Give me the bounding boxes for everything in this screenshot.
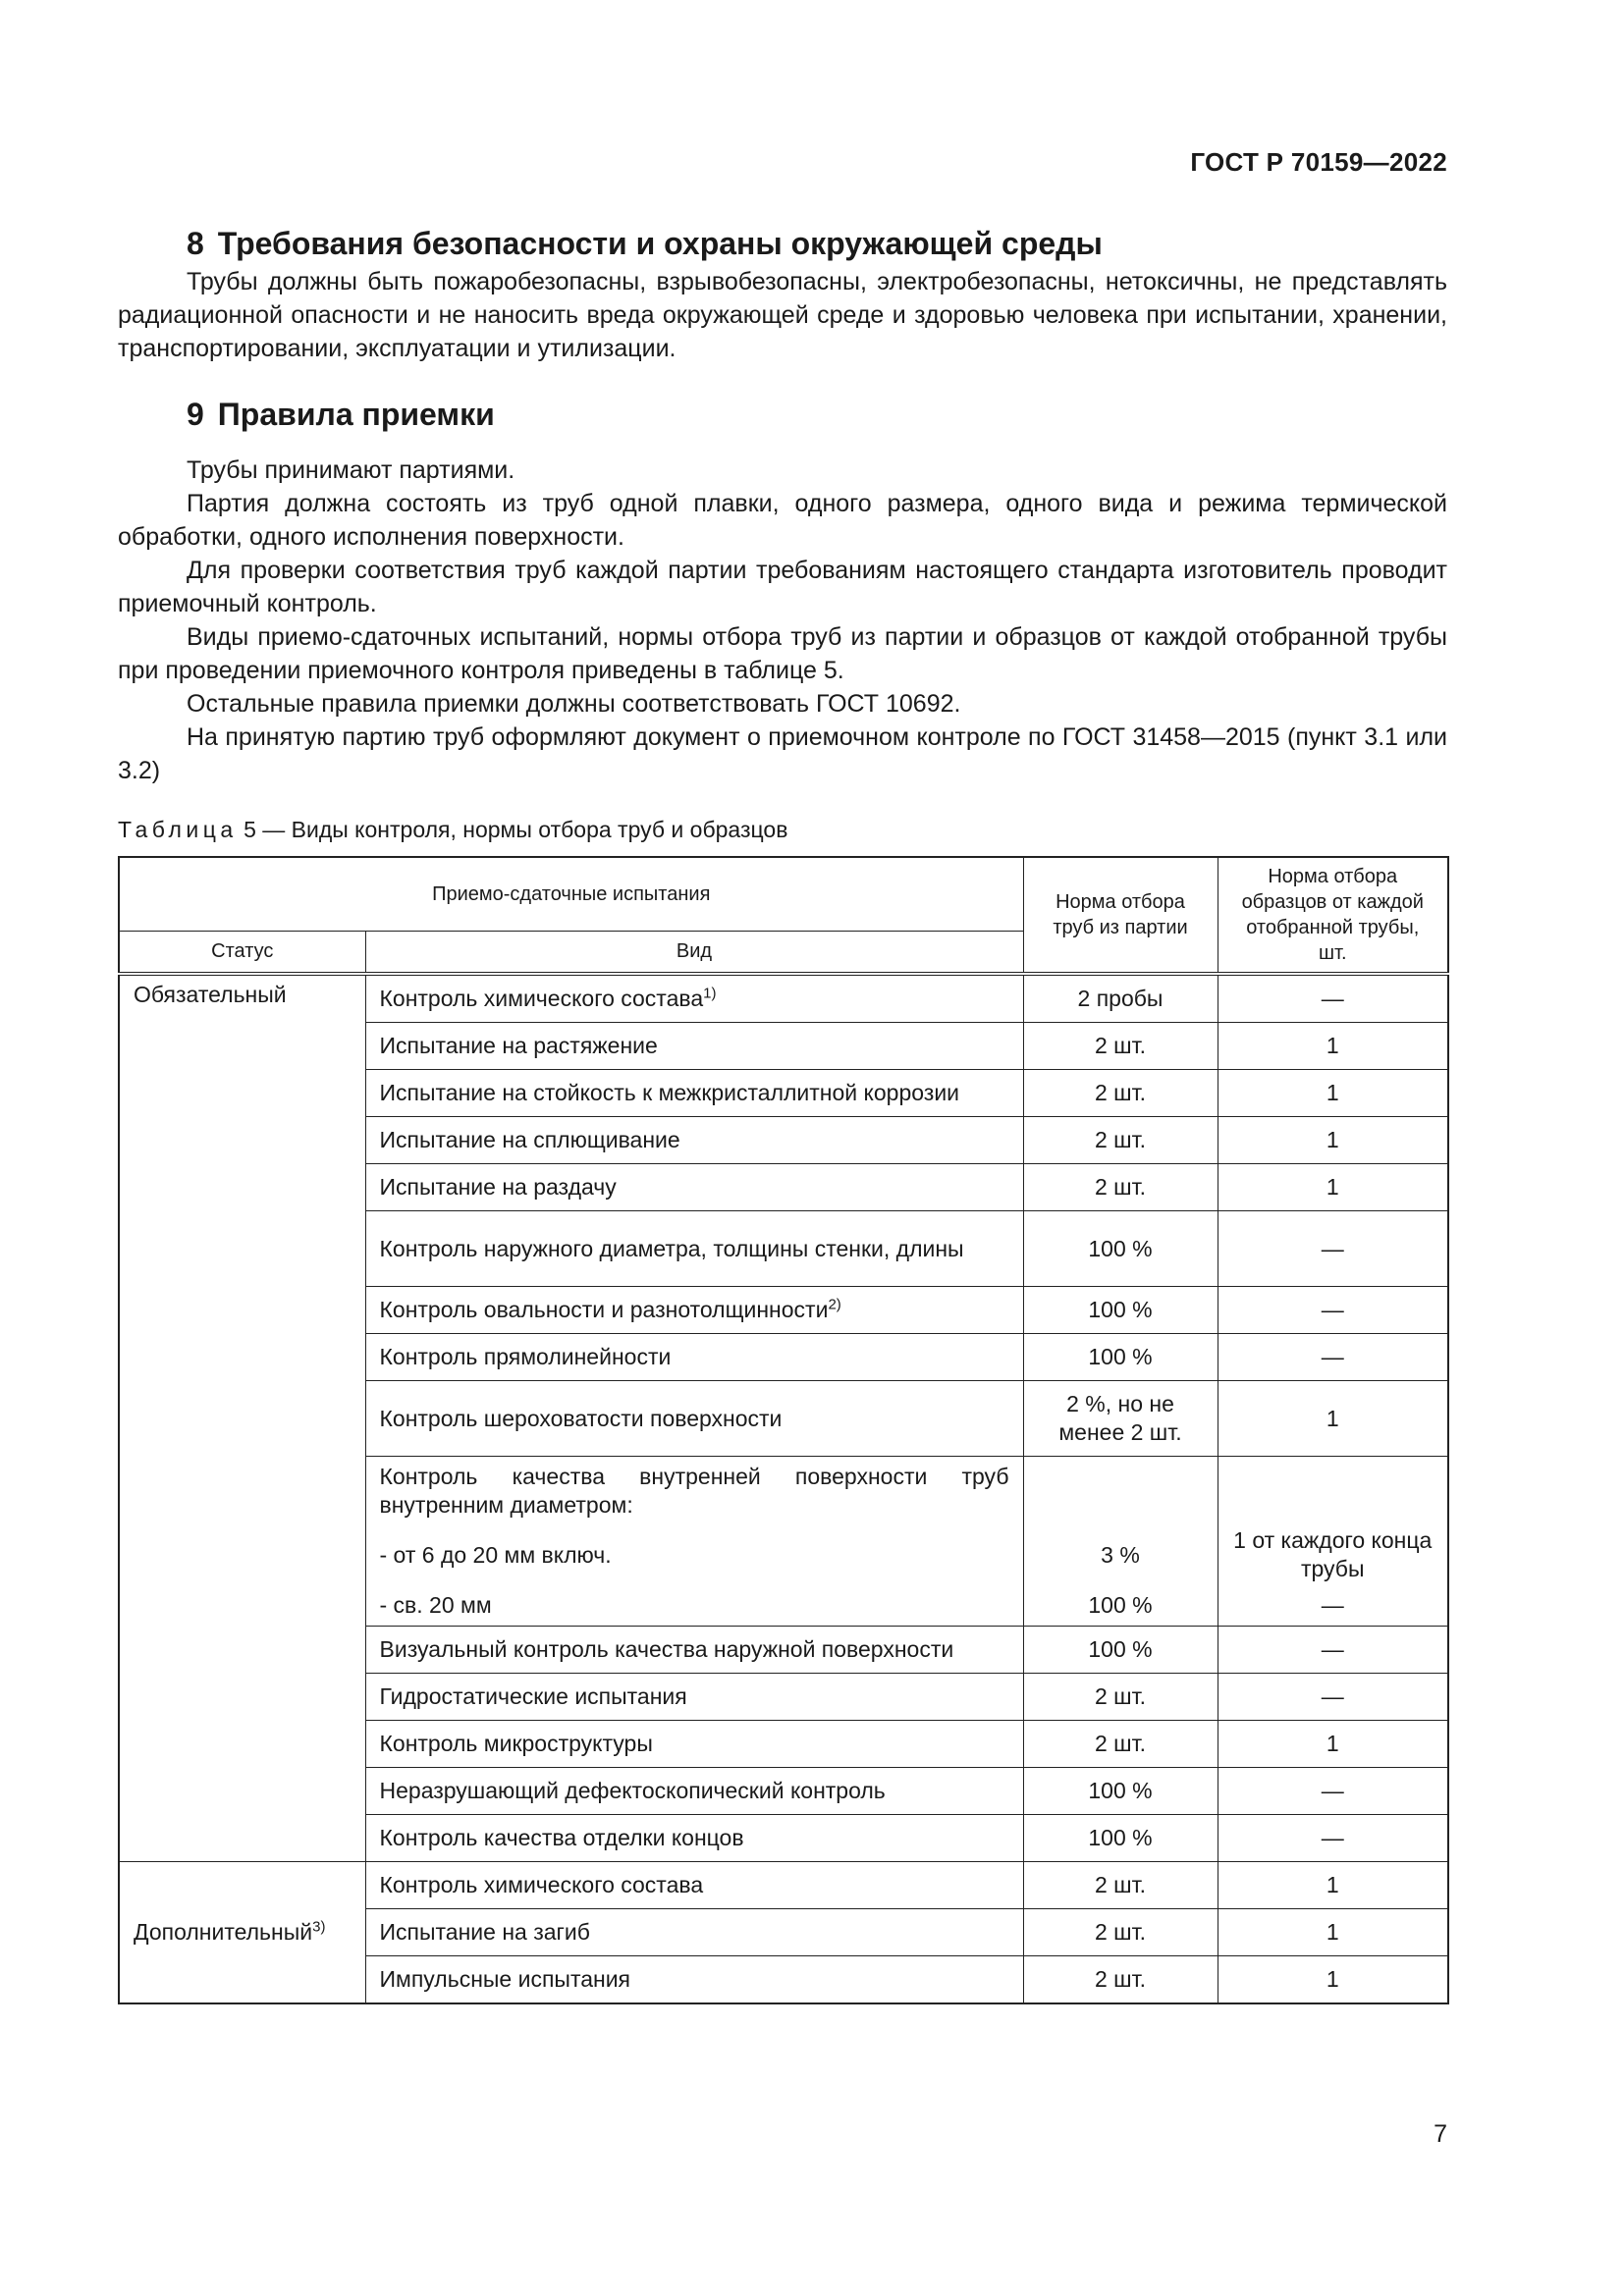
cell-samples: 1 (1218, 1023, 1448, 1070)
cell-pipes: 2 пробы (1023, 974, 1218, 1023)
cell-type (365, 974, 1023, 1023)
cell-subtype: - св. 20 мм (379, 1592, 492, 1618)
cell-type: Неразрушающий дефектоскопический контроль (365, 1768, 1023, 1815)
cell-samples (1218, 1457, 1448, 1627)
paragraph: Для проверки соответствия труб каждой партии требованиям настоящего стандарта изготовитель проводит приемочный контроль. (118, 557, 1447, 617)
paragraph: Остальные правила приемки должны соответствовать ГОСТ 10692. (187, 690, 961, 718)
cell-type: Испытание на стойкость к межкристаллитной коррозии (365, 1070, 1023, 1117)
header-type: Вид (365, 931, 1023, 974)
cell-type-text: Контроль качества внутренней поверхности труб внутренним диаметром: (379, 1464, 1009, 1518)
section-title: Правила приемки (217, 397, 495, 432)
section-title: Требования безопасности и охраны окружающей среды (217, 226, 1103, 261)
cell-type: Контроль микроструктуры (365, 1721, 1023, 1768)
cell-pipes: 2 шт. (1023, 1023, 1218, 1070)
paragraph: Виды приемо-сдаточных испытаний, нормы отбора труб из партии и образцов от каждой отобранной трубы при проведении приемочного контроля приведены в таблице 5. (118, 623, 1447, 684)
content (118, 222, 1447, 2004)
spacer (380, 1520, 1009, 1541)
cell-pipes: 100 % (1023, 1627, 1218, 1674)
cell-samples: — (1218, 974, 1448, 1023)
status-mandatory: Обязательный (119, 974, 365, 1862)
cell-pipes: 2 шт. (1023, 1070, 1218, 1117)
cell-type: Испытание на сплющивание (365, 1117, 1023, 1164)
cell-samples: 1 (1218, 1909, 1448, 1956)
cell-samples: 1 (1218, 1164, 1448, 1211)
cell-type: Испытание на раздачу (365, 1164, 1023, 1211)
cell-samples: 1 (1218, 1956, 1448, 2004)
section-8-paragraph: Трубы должны быть пожаробезопасны, взрывобезопасны, электробезопасны, нетоксичны, не представлять радиационной опасности и не наносить вреда окружающей среде и здоровью человека при испытании, хранении, транспортировании, эксплуатации и утилизации. (118, 268, 1447, 362)
cell-type-text: Контроль овальности и разнотолщинности (379, 1297, 829, 1322)
cell-samples: 1 (1218, 1721, 1448, 1768)
cell-pipes: 100 % (1023, 1334, 1218, 1381)
status-additional-text: Дополнительный (134, 1919, 313, 1945)
cell-pipes: 100 % (1023, 1815, 1218, 1862)
footnote-ref: 1) (703, 985, 717, 1002)
cell-samples: 1 (1218, 1381, 1448, 1457)
cell-pipes: 100 % (1023, 1768, 1218, 1815)
paragraph: На принятую партию труб оформляют документ о приемочном контроле по ГОСТ 31458—2015 (пункт 3.1 или 3.2) (118, 723, 1447, 784)
cell-pipes: 2 шт. (1023, 1956, 1218, 2004)
cell-pipes: 2 шт. (1023, 1164, 1218, 1211)
cell-pipes: 2 шт. (1023, 1721, 1218, 1768)
table-caption (118, 815, 1447, 844)
section-9-heading (118, 393, 1447, 436)
cell-samples: 1 (1218, 1070, 1448, 1117)
cell-type: Контроль шероховатости поверхности (365, 1381, 1023, 1457)
cell-pipes: 2 шт. (1023, 1117, 1218, 1164)
cell-samples: — (1218, 1627, 1448, 1674)
cell-samples: — (1218, 1815, 1448, 1862)
cell-type (365, 1287, 1023, 1334)
cell-pipes: 2 шт. (1023, 1674, 1218, 1721)
cell-samples: — (1218, 1334, 1448, 1381)
footnote-ref: 3) (312, 1918, 326, 1936)
spacer (1232, 1583, 1435, 1591)
spacer (1038, 1570, 1204, 1591)
cell-pipes: 2 шт. (1023, 1909, 1218, 1956)
cell-samples: — (1218, 1674, 1448, 1721)
section-9-body (118, 454, 1447, 787)
cell-pipes (1023, 1457, 1218, 1627)
acceptance-tests-table (118, 856, 1449, 2004)
cell-type (365, 1457, 1023, 1627)
footnote-ref: 2) (828, 1296, 841, 1313)
cell-type: Контроль прямолинейности (365, 1334, 1023, 1381)
cell-type: Контроль химического состава (365, 1862, 1023, 1909)
cell-samples: — (1218, 1211, 1448, 1287)
cell-samples-sub: 1 от каждого конца трубы (1233, 1527, 1433, 1581)
cell-pipes-sub: 3 % (1101, 1542, 1140, 1568)
header-status: Статус (119, 931, 365, 974)
cell-samples: — (1218, 1768, 1448, 1815)
cell-type: Испытание на загиб (365, 1909, 1023, 1956)
cell-pipes-sub: 100 % (1088, 1592, 1153, 1618)
header-group: Приемо-сдаточные испытания (119, 857, 1023, 931)
cell-type: Визуальный контроль качества наружной поверхности (365, 1627, 1023, 1674)
paragraph: Партия должна состоять из труб одной плавки, одного размера, одного вида и режима термической обработки, одного исполнения поверхности. (118, 490, 1447, 551)
cell-type: Гидростатические испытания (365, 1674, 1023, 1721)
header-norm-samples: Норма отбора образцов от каждой отобранной трубы, шт. (1218, 857, 1448, 974)
section-8-heading (118, 222, 1447, 265)
cell-samples: — (1218, 1287, 1448, 1334)
header-norm-pipes: Норма отбора труб из партии (1023, 857, 1218, 974)
cell-type: Испытание на растяжение (365, 1023, 1023, 1070)
cell-samples: 1 (1218, 1117, 1448, 1164)
spacer (380, 1570, 1009, 1591)
cell-pipes: 100 % (1023, 1287, 1218, 1334)
cell-pipes: 2 %, но не менее 2 шт. (1023, 1381, 1218, 1457)
cell-type: Импульсные испытания (365, 1956, 1023, 2004)
cell-type-text: Контроль химического состава (379, 986, 704, 1011)
section-number: 9 (187, 397, 204, 432)
cell-type: Контроль качества отделки концов (365, 1815, 1023, 1862)
table-row (119, 1862, 1448, 1909)
cell-type: Контроль наружного диаметра, толщины стенки, длины (365, 1211, 1023, 1287)
cell-samples: 1 (1218, 1862, 1448, 1909)
section-number: 8 (187, 226, 204, 261)
cell-samples-sub: — (1321, 1592, 1344, 1618)
cell-subtype: - от 6 до 20 мм включ. (379, 1542, 612, 1568)
status-additional (119, 1862, 365, 2004)
page-number: 7 (1434, 2120, 1447, 2148)
cell-pipes: 100 % (1023, 1211, 1218, 1287)
paragraph: Трубы принимают партиями. (187, 456, 515, 484)
cell-pipes: 2 шт. (1023, 1862, 1218, 1909)
document-id: ГОСТ Р 70159—2022 (1190, 147, 1447, 177)
table-row (119, 974, 1448, 1023)
table-caption-word: Таблица (118, 817, 238, 842)
table-caption-text: 5 — Виды контроля, нормы отбора труб и образцов (244, 817, 788, 842)
